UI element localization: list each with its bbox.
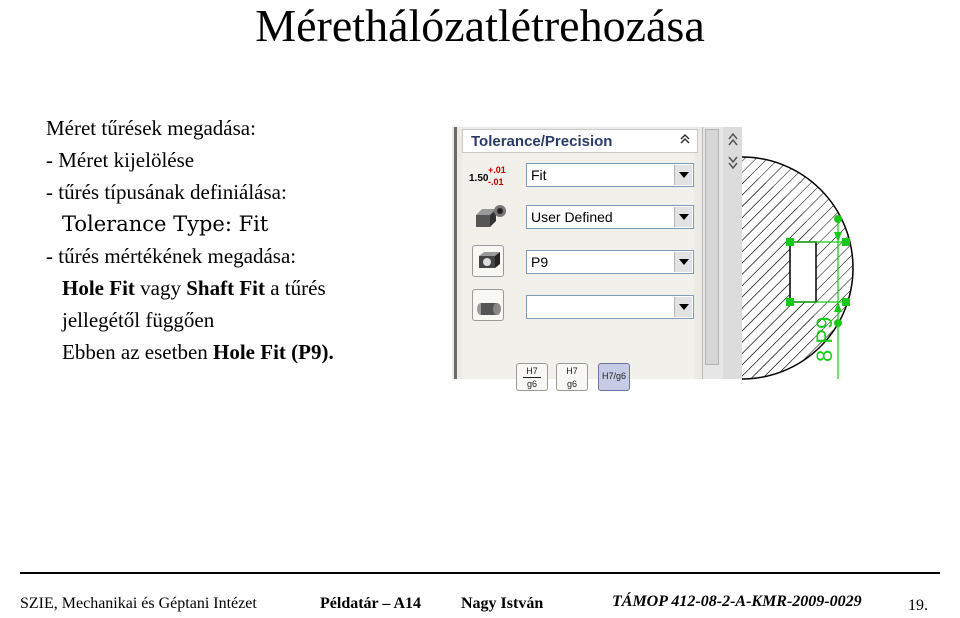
tolerance-plus-value: +.01 [488,165,506,175]
fit-bottom: g6 [526,379,537,389]
dropdown-arrow-icon[interactable] [674,165,692,185]
footer-page-number: 19. [908,597,928,614]
dimension-label: 8 P9 [812,316,837,362]
dropdown-arrow-icon[interactable] [674,207,692,227]
hole-fit-value: P9 [531,254,549,270]
fit-bottom: g6 [566,379,577,389]
panel-body [462,153,694,389]
tolerance-base-value: 1.50 [469,173,489,184]
tolerance-panel [452,127,702,389]
body-line-case [46,336,334,368]
hole-fit-select[interactable] [526,250,694,274]
classification-select[interactable] [526,205,694,229]
footer-book: Példatár – A14 [320,595,422,612]
shaft-fit-icon [472,289,504,321]
footer-divider [20,572,940,574]
dropdown-arrow-icon[interactable] [674,252,692,272]
keyway-slot [790,242,816,302]
drawing-view[interactable] [742,127,922,379]
fit-display-icon [557,366,587,389]
solidworks-screenshot [452,127,922,389]
collapse-icon[interactable] [677,133,693,149]
hole-fit-term: Hole Fit [62,276,135,300]
classification-icon [474,201,508,233]
shaft-fit-select[interactable] [526,295,694,319]
tolerance-minus-value: -.01 [488,177,504,187]
body-line: - Méret kijelölése [46,148,195,172]
hole-fit-icon [472,245,504,277]
slide-title: Mérethálózatlétrehozása [255,0,705,51]
footer-institute: SZIE, Mechanikai és Géptani Intézet [20,595,257,612]
tolerance-type-select[interactable] [526,163,694,187]
text-fragment: Ebben az esetben [62,340,214,364]
tolerance-type-value: Fit [531,167,547,183]
text-fragment: a tűrés [264,276,326,300]
body-line: Méret tűrések megadása: [46,116,256,140]
fit-top: H7 [566,366,578,376]
panel-header-title: Tolerance/Precision [471,133,613,150]
panel-scrollbar[interactable] [702,127,723,379]
fit-display-stacked-button[interactable] [516,363,548,391]
dropdown-arrow-icon[interactable] [674,297,692,317]
selection-handle [842,238,850,246]
fit-top: H7 [526,366,538,376]
slide-body [46,112,334,368]
scrollbar-thumb[interactable] [705,129,719,365]
fit-display-icon [517,366,547,389]
fit-display-icon: H7/g6 [601,371,627,381]
selection-handle [834,215,842,223]
body-line: - tűrés típusának definiálása: [46,180,287,204]
panel-border [454,127,457,379]
selection-handle [786,238,794,246]
case-value: Hole Fit (P9). [213,340,334,364]
selection-handle [786,298,794,306]
splitter-arrows-icon[interactable] [726,131,740,171]
body-line-tolerance-type: Tolerance Type: Fit [62,212,269,236]
shaft-fit-term: Shaft Fit [186,276,265,300]
footer-author: Nagy István [461,595,544,612]
body-line-fit [46,272,334,304]
classification-value: User Defined [531,209,613,225]
fit-display-linear-button[interactable] [556,363,588,391]
body-line: jellegétől függően [62,308,215,332]
fit-display-diagonal-button[interactable] [598,363,630,391]
tolerance-type-icon [468,161,506,193]
selection-handle [842,298,850,306]
footer-project: TÁMOP 412-08-2-A-KMR-2009-0029 [612,593,862,610]
panel-header[interactable] [462,129,698,153]
body-line: - tűrés mértékének megadása: [46,244,297,268]
text-fragment: vagy [134,276,187,300]
